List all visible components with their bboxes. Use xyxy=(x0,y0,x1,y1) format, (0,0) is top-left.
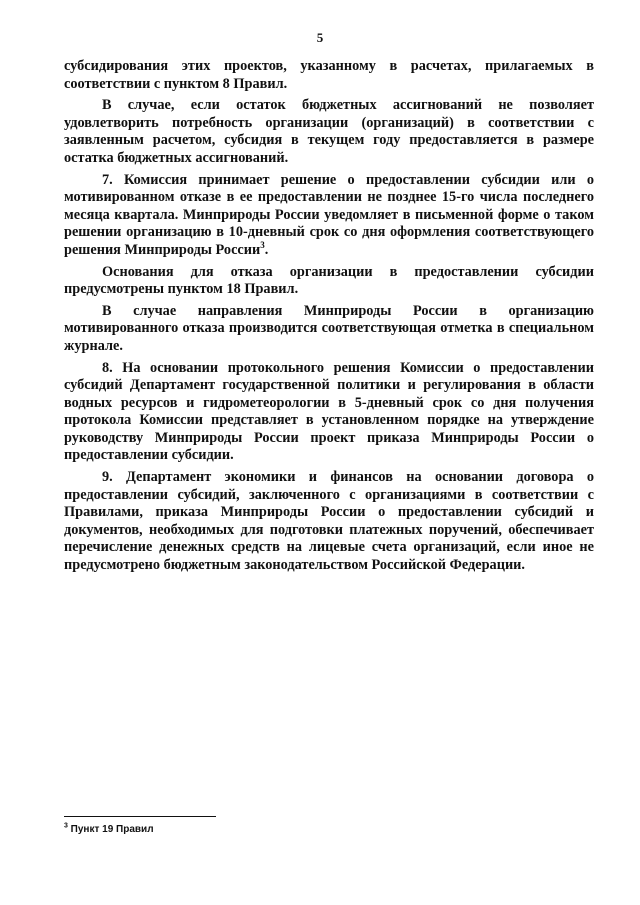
paragraph-item-7 xyxy=(64,172,594,260)
footnote-text: Пункт 19 Правил xyxy=(67,824,154,835)
page-number: 5 xyxy=(316,30,324,45)
footnote-divider xyxy=(64,816,216,817)
paragraph-item-7-end: . xyxy=(264,241,269,258)
footnote-marker: 3 xyxy=(64,822,68,830)
paragraph-item-8: 8. На основании протокольного решения Комиссии о предоставлении субсидий Департамент государственной политики и регулирования в области водных ресурсов и гидрометеорологии в 5-дневный срок со дня получения протокола Комиссии представляет в установленном порядке на утверждение руководству Минприроды России проект приказа Минприроды России о предоставлении субсидии. xyxy=(64,359,594,464)
footnote xyxy=(64,824,154,835)
document-body xyxy=(64,58,594,579)
paragraph-item-7-text: 7. Комиссия принимает решение о предоставлении субсидии или о мотивированном отказе в ее предоставлении не позднее 15-го числа последнего месяца квартала. Минприроды России уведомляет в письменной форме о таком решении организацию в 10-дневный срок со дня оформления соответствующего решения Минприроды России xyxy=(64,171,594,258)
paragraph-refusal-grounds: Основания для отказа организации в предоставлении субсидии предусмотрены пунктом 18 Правил. xyxy=(64,263,594,298)
footnote-reference[interactable]: 3 xyxy=(260,240,265,251)
paragraph-refusal-journal: В случае направления Минприроды России в организацию мотивированного отказа производится соответствующая отметка в специальном журнале. xyxy=(64,302,594,354)
paragraph-budget-remainder: В случае, если остаток бюджетных ассигнований не позволяет удовлетворить потребность организации (организаций) в соответствии с заявленным расчетом, субсидия в текущем году предоставляется в размере остатка бюджетных ассигнований. xyxy=(64,97,594,166)
paragraph-item-9: 9. Департамент экономики и финансов на основании договора о предоставлении субсидий, заключенного с организациями в соответствии с Правилами, приказа Минприроды России о предоставлении субсидий и документов, необходимых для подготовки платежных поручений, обеспечивает перечисление денежных средств на лицевые счета организаций, если иное не предусмотрено бюджетным законодательством Российской Федерации. xyxy=(64,469,594,574)
paragraph-continuation: субсидирования этих проектов, указанному в расчетах, прилагаемых в соответствии с пунктом 8 Правил. xyxy=(64,58,594,92)
